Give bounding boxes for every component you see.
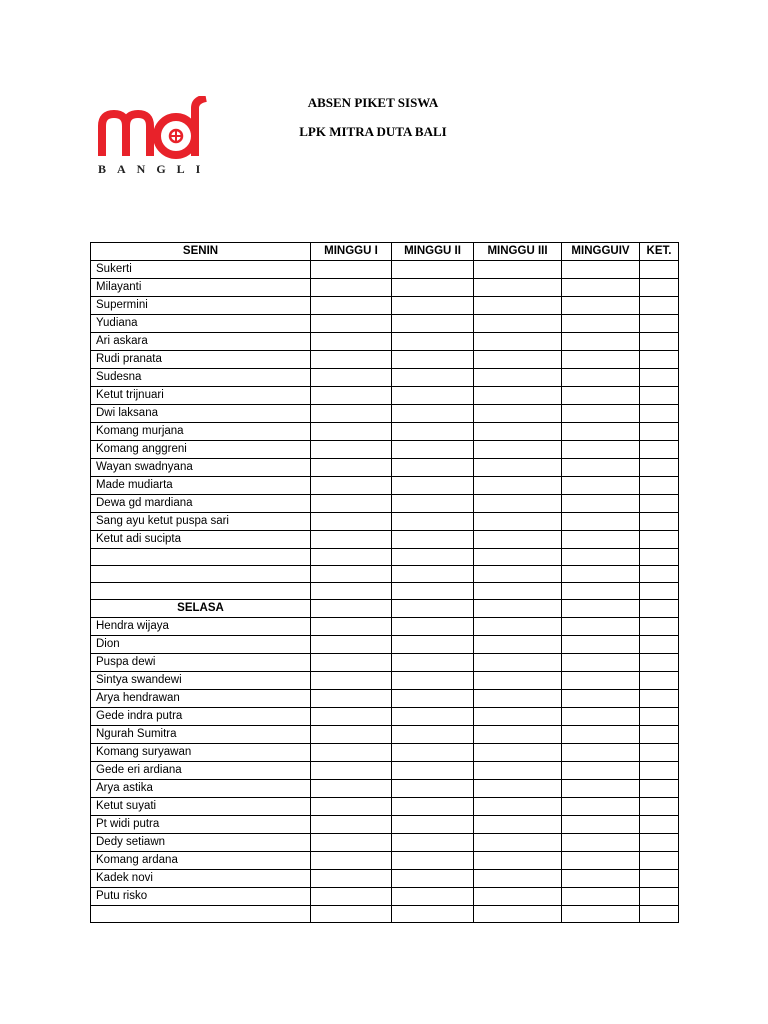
attendance-cell[interactable]: [392, 405, 474, 423]
attendance-cell[interactable]: [562, 279, 640, 297]
attendance-cell[interactable]: [311, 870, 392, 888]
attendance-cell[interactable]: [392, 459, 474, 477]
attendance-cell[interactable]: [640, 708, 679, 726]
attendance-cell[interactable]: [640, 315, 679, 333]
table-row: [91, 888, 679, 906]
student-name: Sang ayu ketut puspa sari: [91, 513, 311, 531]
attendance-cell[interactable]: [640, 261, 679, 279]
table-row: [91, 726, 679, 744]
column-header-week4: MINGGUIV: [562, 243, 640, 261]
table-row: [91, 477, 679, 495]
attendance-cell[interactable]: [311, 549, 392, 566]
attendance-cell[interactable]: [311, 618, 392, 636]
attendance-cell[interactable]: [640, 816, 679, 834]
table-row: [91, 261, 679, 279]
attendance-cell[interactable]: [474, 566, 562, 583]
attendance-cell[interactable]: [474, 549, 562, 566]
attendance-cell[interactable]: [474, 762, 562, 780]
attendance-cell[interactable]: [474, 618, 562, 636]
attendance-cell[interactable]: [562, 726, 640, 744]
student-name: Ketut trijnuari: [91, 387, 311, 405]
attendance-cell[interactable]: [562, 708, 640, 726]
attendance-cell[interactable]: [474, 906, 562, 923]
attendance-cell[interactable]: [640, 870, 679, 888]
attendance-cell[interactable]: [311, 906, 392, 923]
attendance-cell[interactable]: [311, 798, 392, 816]
student-name: Rudi pranata: [91, 351, 311, 369]
attendance-cell[interactable]: [474, 405, 562, 423]
attendance-cell[interactable]: [562, 315, 640, 333]
attendance-cell[interactable]: [562, 513, 640, 531]
attendance-cell[interactable]: [562, 888, 640, 906]
table-row: [91, 762, 679, 780]
student-name: Pt widi putra: [91, 816, 311, 834]
attendance-cell[interactable]: [474, 834, 562, 852]
column-header-day: SENIN: [91, 243, 311, 261]
attendance-cell[interactable]: [392, 477, 474, 495]
table-row: [91, 459, 679, 477]
student-name: Made mudiarta: [91, 477, 311, 495]
table-row: [91, 780, 679, 798]
attendance-cell[interactable]: [474, 870, 562, 888]
attendance-cell[interactable]: [562, 261, 640, 279]
student-name: Dewa gd mardiana: [91, 495, 311, 513]
logo: [98, 96, 213, 178]
attendance-cell[interactable]: [311, 369, 392, 387]
student-name: Komang anggreni: [91, 441, 311, 459]
attendance-cell[interactable]: [640, 583, 679, 600]
attendance-cell[interactable]: [562, 744, 640, 762]
student-name: Dion: [91, 636, 311, 654]
attendance-cell[interactable]: [640, 423, 679, 441]
student-name: Arya astika: [91, 780, 311, 798]
attendance-cell[interactable]: [311, 780, 392, 798]
attendance-cell[interactable]: [474, 297, 562, 315]
attendance-cell[interactable]: [640, 441, 679, 459]
table-row: [91, 549, 679, 566]
attendance-cell[interactable]: [392, 531, 474, 549]
attendance-cell[interactable]: [562, 654, 640, 672]
attendance-cell[interactable]: [474, 279, 562, 297]
attendance-cell[interactable]: [311, 531, 392, 549]
table-row: [91, 405, 679, 423]
attendance-cell[interactable]: [562, 636, 640, 654]
attendance-cell[interactable]: [640, 369, 679, 387]
attendance-cell[interactable]: [562, 351, 640, 369]
attendance-cell[interactable]: [392, 566, 474, 583]
attendance-cell[interactable]: [392, 726, 474, 744]
attendance-cell[interactable]: [640, 690, 679, 708]
attendance-cell[interactable]: [392, 816, 474, 834]
student-name: Gede eri ardiana: [91, 762, 311, 780]
attendance-cell[interactable]: [640, 906, 679, 923]
student-name: Puspa dewi: [91, 654, 311, 672]
attendance-cell[interactable]: [311, 405, 392, 423]
document-title: ABSEN PIKET SISWA: [307, 95, 439, 110]
attendance-cell[interactable]: [474, 423, 562, 441]
attendance-cell[interactable]: [640, 726, 679, 744]
attendance-cell[interactable]: [392, 780, 474, 798]
attendance-cell[interactable]: [562, 297, 640, 315]
attendance-cell[interactable]: [562, 566, 640, 583]
attendance-cell[interactable]: [562, 441, 640, 459]
attendance-cell[interactable]: [640, 600, 679, 618]
attendance-cell[interactable]: [392, 852, 474, 870]
attendance-cell[interactable]: [392, 297, 474, 315]
attendance-cell[interactable]: [562, 834, 640, 852]
table-row: [91, 495, 679, 513]
attendance-cell[interactable]: [640, 566, 679, 583]
attendance-cell[interactable]: [640, 297, 679, 315]
attendance-cell[interactable]: [392, 351, 474, 369]
attendance-cell[interactable]: [562, 369, 640, 387]
attendance-cell[interactable]: [640, 495, 679, 513]
column-header-notes: KET.: [640, 243, 679, 261]
attendance-cell[interactable]: [474, 600, 562, 618]
attendance-cell[interactable]: [392, 618, 474, 636]
attendance-cell[interactable]: [640, 834, 679, 852]
attendance-cell[interactable]: [311, 690, 392, 708]
attendance-cell[interactable]: [474, 726, 562, 744]
table-row: [91, 618, 679, 636]
table-row: [91, 906, 679, 923]
attendance-cell[interactable]: [392, 387, 474, 405]
attendance-cell[interactable]: [392, 369, 474, 387]
table-row: [91, 566, 679, 583]
student-name: Putu risko: [91, 888, 311, 906]
attendance-cell[interactable]: [392, 441, 474, 459]
column-header-week1: MINGGU I: [311, 243, 392, 261]
table-row: [91, 513, 679, 531]
section-header-row: [91, 600, 679, 618]
attendance-cell[interactable]: [392, 636, 474, 654]
attendance-cell[interactable]: [474, 351, 562, 369]
attendance-cell[interactable]: [474, 441, 562, 459]
table-row: [91, 441, 679, 459]
attendance-cell[interactable]: [311, 279, 392, 297]
student-name: Dwi laksana: [91, 405, 311, 423]
attendance-cell[interactable]: [392, 315, 474, 333]
table-row: [91, 798, 679, 816]
attendance-cell[interactable]: [392, 888, 474, 906]
attendance-cell[interactable]: [311, 636, 392, 654]
attendance-cell[interactable]: [311, 566, 392, 583]
table-row: [91, 870, 679, 888]
student-name: Sintya swandewi: [91, 672, 311, 690]
student-name: Ngurah Sumitra: [91, 726, 311, 744]
attendance-cell[interactable]: [474, 636, 562, 654]
attendance-cell[interactable]: [474, 852, 562, 870]
table-row: [91, 531, 679, 549]
attendance-cell[interactable]: [640, 672, 679, 690]
attendance-cell[interactable]: [474, 583, 562, 600]
attendance-cell[interactable]: [562, 549, 640, 566]
student-name: Arya hendrawan: [91, 690, 311, 708]
student-name: [91, 583, 311, 600]
attendance-cell[interactable]: [640, 333, 679, 351]
attendance-cell[interactable]: [474, 261, 562, 279]
attendance-cell[interactable]: [392, 333, 474, 351]
attendance-cell[interactable]: [474, 744, 562, 762]
student-name: Ari askara: [91, 333, 311, 351]
attendance-cell[interactable]: [392, 672, 474, 690]
attendance-cell[interactable]: [311, 600, 392, 618]
attendance-cell[interactable]: [311, 834, 392, 852]
attendance-cell[interactable]: [474, 495, 562, 513]
column-header-week3: MINGGU III: [474, 243, 562, 261]
attendance-cell[interactable]: [640, 780, 679, 798]
student-name: Kadek novi: [91, 870, 311, 888]
attendance-cell[interactable]: [562, 618, 640, 636]
attendance-table: [90, 242, 679, 923]
attendance-cell[interactable]: [562, 477, 640, 495]
attendance-cell[interactable]: [562, 906, 640, 923]
table-row: [91, 423, 679, 441]
student-name: Dedy setiawn: [91, 834, 311, 852]
attendance-cell[interactable]: [640, 279, 679, 297]
attendance-cell[interactable]: [311, 513, 392, 531]
attendance-cell[interactable]: [474, 369, 562, 387]
attendance-cell[interactable]: [562, 405, 640, 423]
student-name: Komang ardana: [91, 852, 311, 870]
attendance-cell[interactable]: [562, 423, 640, 441]
attendance-cell[interactable]: [562, 459, 640, 477]
attendance-cell[interactable]: [562, 387, 640, 405]
table-row: [91, 690, 679, 708]
attendance-cell[interactable]: [392, 654, 474, 672]
student-name: Hendra wijaya: [91, 618, 311, 636]
student-name: Komang murjana: [91, 423, 311, 441]
student-name: Gede indra putra: [91, 708, 311, 726]
table-row: [91, 369, 679, 387]
attendance-cell[interactable]: [640, 852, 679, 870]
attendance-cell[interactable]: [640, 654, 679, 672]
attendance-cell[interactable]: [311, 333, 392, 351]
student-name: [91, 566, 311, 583]
attendance-cell[interactable]: [311, 441, 392, 459]
attendance-cell[interactable]: [562, 780, 640, 798]
attendance-cell[interactable]: [562, 690, 640, 708]
attendance-cell[interactable]: [311, 459, 392, 477]
attendance-cell[interactable]: [562, 762, 640, 780]
section-label: SELASA: [91, 600, 311, 618]
organization-name: LPK MITRA DUTA BALI: [299, 124, 447, 139]
attendance-cell[interactable]: [474, 513, 562, 531]
table-row: [91, 297, 679, 315]
attendance-cell[interactable]: [392, 906, 474, 923]
student-name: [91, 906, 311, 923]
attendance-cell[interactable]: [640, 798, 679, 816]
attendance-cell[interactable]: [562, 531, 640, 549]
attendance-cell[interactable]: [392, 708, 474, 726]
attendance-cell[interactable]: [474, 888, 562, 906]
attendance-cell[interactable]: [562, 333, 640, 351]
table-row: [91, 636, 679, 654]
attendance-cell[interactable]: [311, 261, 392, 279]
attendance-cell[interactable]: [474, 531, 562, 549]
table-row: [91, 315, 679, 333]
student-name: Yudiana: [91, 315, 311, 333]
md-logo-mark-icon: [98, 96, 213, 160]
attendance-cell[interactable]: [562, 852, 640, 870]
student-name: Milayanti: [91, 279, 311, 297]
student-name: Wayan swadnyana: [91, 459, 311, 477]
attendance-cell[interactable]: [640, 636, 679, 654]
attendance-cell[interactable]: [640, 459, 679, 477]
student-name: Komang suryawan: [91, 744, 311, 762]
student-name: Ketut adi sucipta: [91, 531, 311, 549]
student-name: Ketut suyati: [91, 798, 311, 816]
attendance-cell[interactable]: [474, 387, 562, 405]
attendance-cell[interactable]: [640, 744, 679, 762]
attendance-cell[interactable]: [562, 672, 640, 690]
attendance-cell[interactable]: [640, 762, 679, 780]
attendance-cell[interactable]: [474, 315, 562, 333]
attendance-cell[interactable]: [311, 744, 392, 762]
attendance-cell[interactable]: [311, 852, 392, 870]
attendance-cell[interactable]: [311, 816, 392, 834]
attendance-cell[interactable]: [311, 315, 392, 333]
attendance-cell[interactable]: [392, 495, 474, 513]
attendance-cell[interactable]: [562, 600, 640, 618]
table-row: [91, 351, 679, 369]
table-row: [91, 387, 679, 405]
attendance-cell[interactable]: [311, 495, 392, 513]
attendance-cell[interactable]: [392, 834, 474, 852]
attendance-cell[interactable]: [640, 405, 679, 423]
student-name: [91, 549, 311, 566]
table-row: [91, 852, 679, 870]
attendance-cell[interactable]: [392, 798, 474, 816]
table-row: [91, 279, 679, 297]
attendance-cell[interactable]: [474, 477, 562, 495]
attendance-cell[interactable]: [392, 423, 474, 441]
attendance-cell[interactable]: [562, 798, 640, 816]
attendance-cell[interactable]: [392, 261, 474, 279]
attendance-cell[interactable]: [640, 618, 679, 636]
table-row: [91, 708, 679, 726]
attendance-cell[interactable]: [311, 708, 392, 726]
attendance-cell[interactable]: [562, 583, 640, 600]
attendance-cell[interactable]: [474, 780, 562, 798]
table-row: [91, 583, 679, 600]
student-name: Sukerti: [91, 261, 311, 279]
attendance-cell[interactable]: [474, 798, 562, 816]
attendance-cell[interactable]: [392, 583, 474, 600]
table-row: [91, 834, 679, 852]
table-row: [91, 333, 679, 351]
attendance-cell[interactable]: [640, 513, 679, 531]
attendance-cell[interactable]: [311, 387, 392, 405]
attendance-cell[interactable]: [392, 600, 474, 618]
attendance-cell[interactable]: [640, 351, 679, 369]
attendance-cell[interactable]: [392, 870, 474, 888]
attendance-cell[interactable]: [392, 279, 474, 297]
attendance-cell[interactable]: [474, 672, 562, 690]
table-header-row: [91, 243, 679, 261]
attendance-cell[interactable]: [311, 423, 392, 441]
table-row: [91, 816, 679, 834]
table-row: [91, 654, 679, 672]
student-name: Sudesna: [91, 369, 311, 387]
column-header-week2: MINGGU II: [392, 243, 474, 261]
attendance-cell[interactable]: [311, 351, 392, 369]
logo-subtitle: BANGLI: [98, 162, 212, 176]
attendance-cell[interactable]: [562, 495, 640, 513]
student-name: Supermini: [91, 297, 311, 315]
attendance-cell[interactable]: [311, 726, 392, 744]
attendance-cell[interactable]: [311, 583, 392, 600]
attendance-cell[interactable]: [640, 477, 679, 495]
attendance-cell[interactable]: [311, 297, 392, 315]
attendance-cell[interactable]: [640, 531, 679, 549]
attendance-cell[interactable]: [311, 888, 392, 906]
attendance-cell[interactable]: [474, 690, 562, 708]
attendance-cell[interactable]: [392, 744, 474, 762]
attendance-cell[interactable]: [311, 654, 392, 672]
table-row: [91, 672, 679, 690]
attendance-cell[interactable]: [562, 816, 640, 834]
attendance-cell[interactable]: [640, 549, 679, 566]
attendance-cell[interactable]: [474, 708, 562, 726]
attendance-cell[interactable]: [311, 762, 392, 780]
attendance-cell[interactable]: [474, 333, 562, 351]
attendance-cell[interactable]: [474, 816, 562, 834]
attendance-cell[interactable]: [392, 762, 474, 780]
attendance-cell[interactable]: [474, 459, 562, 477]
attendance-cell[interactable]: [474, 654, 562, 672]
attendance-cell[interactable]: [562, 870, 640, 888]
attendance-cell[interactable]: [392, 690, 474, 708]
attendance-cell[interactable]: [392, 513, 474, 531]
attendance-cell[interactable]: [640, 888, 679, 906]
attendance-cell[interactable]: [392, 549, 474, 566]
table-row: [91, 744, 679, 762]
attendance-cell[interactable]: [311, 477, 392, 495]
attendance-cell[interactable]: [311, 672, 392, 690]
attendance-cell[interactable]: [640, 387, 679, 405]
